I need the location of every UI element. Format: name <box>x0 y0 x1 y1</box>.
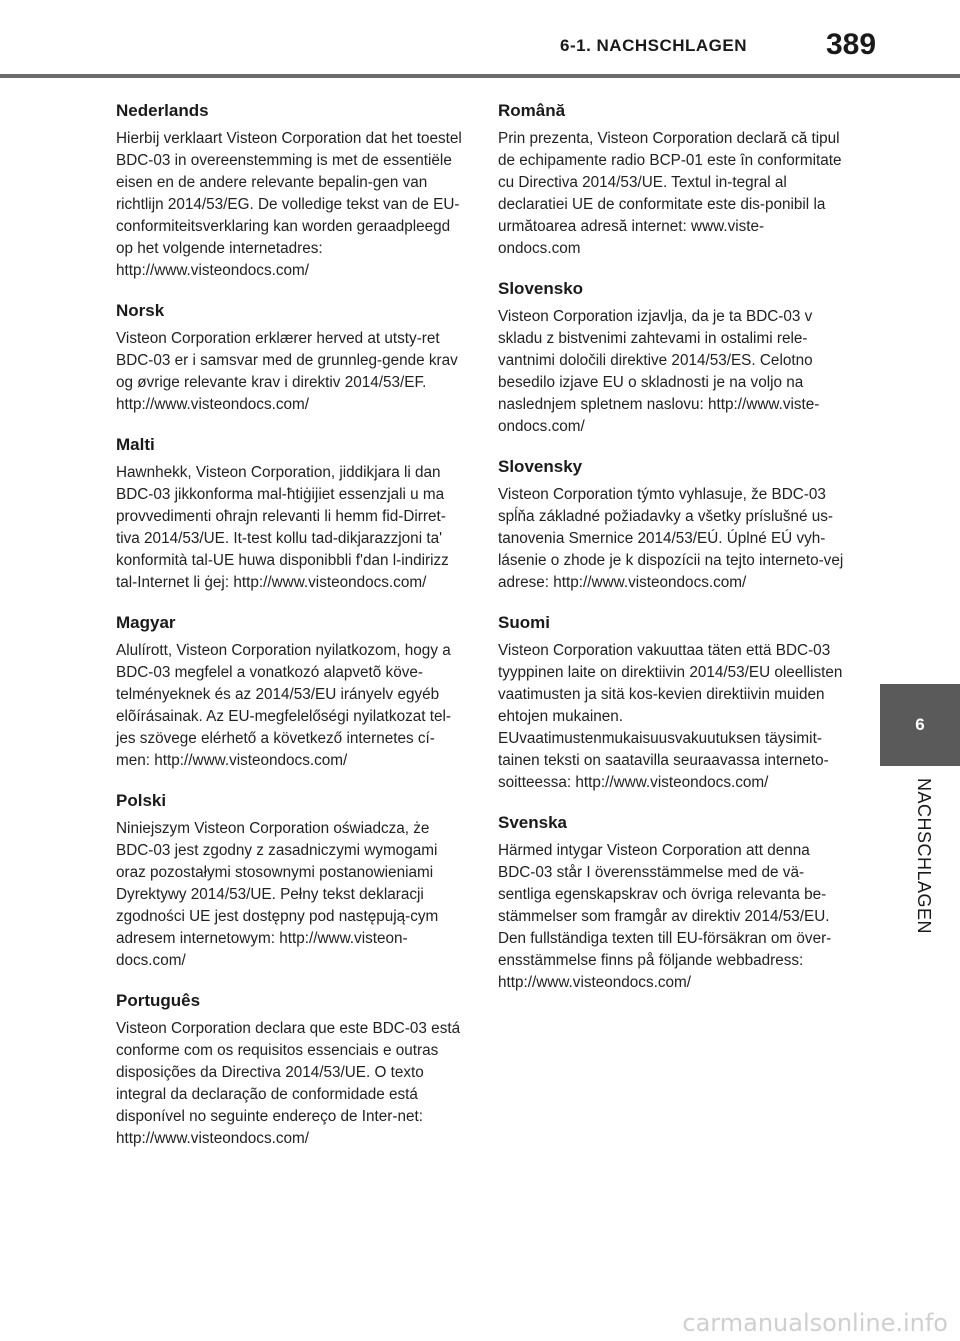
section-heading: Svenska <box>498 813 567 832</box>
section-heading: Slovensko <box>498 279 584 298</box>
page-number: 389 <box>826 28 877 61</box>
section-heading: Română <box>498 101 566 120</box>
left-column <box>116 100 464 1168</box>
chapter-side-label: NACHSCHLAGEN <box>914 778 934 935</box>
section-body: Visteon Corporation týmto vyhlasuje, že BDC-03 spĺňa základné požiadavky a všetky príslušné us-tanovenia Smernice 2014/53/EÚ. Úplné EÚ vyh-lásenie o zhode je k dispozícii na tejto interneto-vej adrese: http://www.visteondocs.com/ <box>498 486 844 591</box>
section-body: Prin prezenta, Visteon Corporation declară că tipul de echipamente radio BCP-01 este în conformitate cu Directiva 2014/53/UE. Textul in-tegral al declaratiei UE de conformitate este dis-ponibil la următoarea adresă internet: www.viste-ondocs.com <box>498 130 842 257</box>
section-body: Hawnhekk, Visteon Corporation, jiddikjara li dan BDC-03 jikkonforma mal-ħtiġijiet essenzjali u ma provvedimenti oħrajn relevanti li hemm fid-Dirret-tiva 2014/53/UE. It-test kollu tad-dikjarazzjoni ta' konformità tal-UE huwa disponibbli f'dan l-indirizz tal-Internet li ġej: http://www.visteondocs.com/ <box>116 464 449 591</box>
declaration-section <box>498 278 846 438</box>
section-heading: Português <box>116 991 201 1010</box>
declaration-section <box>116 790 464 972</box>
declaration-section <box>116 990 464 1150</box>
section-heading: Polski <box>116 791 167 810</box>
declaration-section <box>116 434 464 594</box>
declaration-section <box>498 456 846 594</box>
section-body: Niniejszym Visteon Corporation oświadcza, że BDC-03 jest zgodny z zasadniczymi wymogami oraz pozostałymi stosownymi postanowieniami Dyrektywy 2014/53/UE. Pełny tekst deklaracji zgodności UE jest dostępny pod następują-cym adresem internetowym: http://www.visteon-docs.com/ <box>116 820 439 969</box>
chapter-tab <box>880 684 960 766</box>
declaration-section <box>498 812 846 994</box>
section-heading: Norsk <box>116 301 165 320</box>
declaration-section <box>116 612 464 772</box>
section-body: Härmed intygar Visteon Corporation att denna BDC-03 står I överensstämmelse med de vä-sentliga egenskapskrav och övriga relevanta be-stämmelser som framgår av direktiv 2014/53/EU. Den fullständiga texten till EU-försäkran om över-ensstämmelse finns på följande webbadress: http://www.visteondocs.com/ <box>498 842 832 991</box>
chapter-number: 6 <box>915 715 925 734</box>
watermark: carmanualsonline.info <box>682 1309 948 1337</box>
section-body: Visteon Corporation vakuuttaa täten että BDC-03 tyyppinen laite on direktiivin 2014/53/EU oleellisten vaatimusten ja sitä kos-kevien direktiivin muiden ehtojen mukainen. EUvaatimustenmukaisuusvakuutuksen täysimit-tainen teksti on saatavilla seuraavassa interneto-soitteessa: http://www.visteondocs.com/ <box>498 642 843 791</box>
section-heading: Malti <box>116 435 155 454</box>
section-body: Hierbij verklaart Visteon Corporation dat het toestel BDC-03 in overeenstemming is met de essentiële eisen en de andere relevante bepalin-gen van richtlijn 2014/53/EG. De volledige tekst van de EU-conformiteitsverklaring kan worden geraadpleegd op het volgende internetadres: http://www.visteondocs.com/ <box>116 130 462 279</box>
header-section-title: 6-1. NACHSCHLAGEN <box>560 36 748 55</box>
section-body: Alulírott, Visteon Corporation nyilatkozom, hogy a BDC-03 megfelel a vonatkozó alapvetõ köve-telményeknek és az 2014/53/EU irányelv egyéb elõírásainak. Az EU-megfelelőségi nyilatkozat tel-jes szövege elérhető a következő internetes cí-men: http://www.visteondocs.com/ <box>116 642 451 769</box>
section-heading: Slovensky <box>498 457 583 476</box>
declaration-section <box>116 100 464 282</box>
section-heading: Magyar <box>116 613 176 632</box>
declaration-section <box>498 612 846 794</box>
section-body: Visteon Corporation izjavlja, da je ta BDC-03 v skladu z bistvenimi zahtevami in ostalimi rele-vantnimi določili direktive 2014/53/ES. Celotno besedilo izjave EU o skladnosti je na voljo na naslednjem spletnem naslovu: http://www.viste-ondocs.com/ <box>498 308 820 435</box>
section-body: Visteon Corporation erklærer herved at utsty-ret BDC-03 er i samsvar med de grunnleg-gende krav og øvrige relevante krav i direktiv 2014/53/EF. http://www.visteondocs.com/ <box>116 330 458 413</box>
section-heading: Suomi <box>498 613 550 632</box>
right-column <box>498 100 846 1012</box>
section-body: Visteon Corporation declara que este BDC-03 está conforme com os requisitos essenciais e outras disposições da Directiva 2014/53/UE. O texto integral da declaração de conformidade está disponível no seguinte endereço de Inter-net: http://www.visteondocs.com/ <box>116 1020 461 1147</box>
header-divider <box>0 74 960 78</box>
declaration-section <box>498 100 846 260</box>
section-heading: Nederlands <box>116 101 209 120</box>
declaration-section <box>116 300 464 416</box>
